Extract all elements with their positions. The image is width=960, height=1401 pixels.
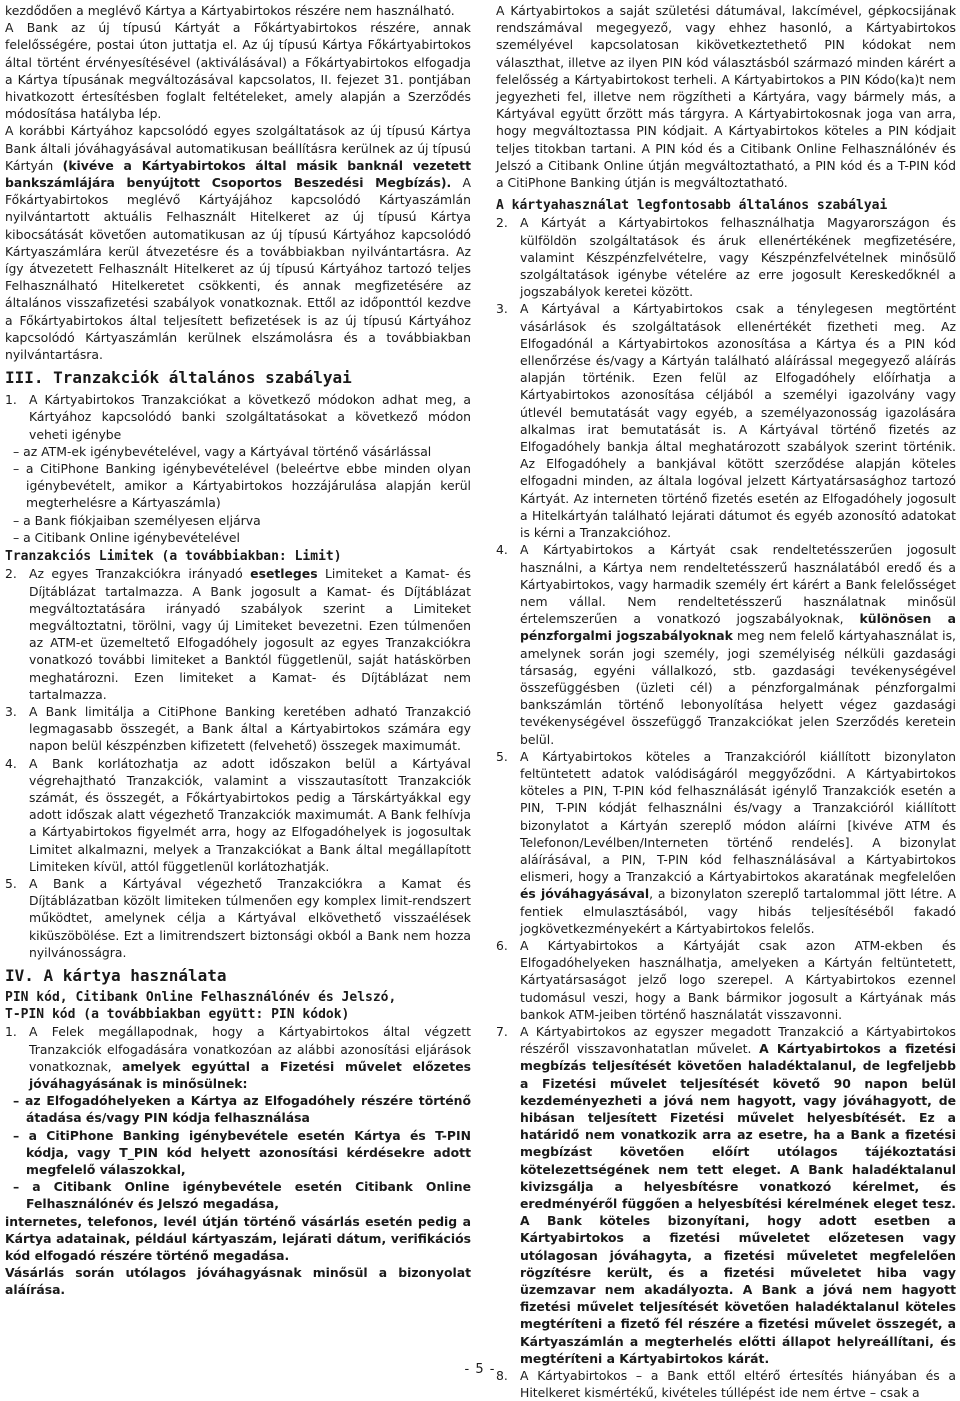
item-text: A Kártyabirtokos köteles a Tranzakcióról kiállított bizonylaton feltüntetett adatok valódiságáról meggyőződni. A Kártyabirtokos köteles a PIN, T-PIN kód felhasználását igénylő Tranzakciók esetén a PIN, T-PIN kódját felhasználni és/vagy a Tranzakcióról kiállított bizonylatot a Kártyán szereplő módon aláírni [kivéve ATM és Telefonon/Levélben/Interneten történő rendelés]. A bizonylat aláírásával, a PIN, T-PIN kód felhasználásával a Kártyabirtokos elismeri, hogy a Tranzakció a Kártyabirtokos akaratának megfelelően és jóváhagyásával, a bizonylaton szereplő tartalommal jött létre. A fentiek elmulasztásából, vagy hibás teljesítéséből fakadó jogkövetkezményekért a Kártyabirtokos felelős. [520, 748, 956, 936]
item-text: A Kártyával a Kártyabirtokos csak a ténylegesen megtörtént vásárlások és szolgáltatások ellenértékét fizetheti meg. Az Elfogadónál a Kártyabirtokos azonosítása a Kártya és a PIN kód ellenőrzése és/vagy a Kártyán található aláírással megegyező aláírás alapján történik. Ezen felül az Elfogadóhely előírhatja a Kártyabirtokos azonosítása céljából a személyi igazolvány vagy útlevél bemutatását vagy egyéb, a személyazonosság igazolására alkalmas irat bemutatását is. A Kártyával történő fizetés az Elfogadóhely bankja által meghatározott szabályok szerint történik. Az Elfogadóhely a bankjával kötött szerződése alapján köteles elfogadni minden, az általa logóval jelzett Kártyatársasághoz tartozó Kártyát. Az interneten történő fizetés esetén az Elfogadóhely jogosult a Hitelkártyán található lejárati dátumot és egyéb azonosító adatokat is kérni a Tranzakcióhoz. [520, 301, 956, 541]
paragraph: Vásárlás során utólagos jóváhagyásnak minősül a bizonyolat aláírása. [5, 1265, 471, 1298]
dash-item: – a Bank fiókjaiban személyesen eljárva [13, 512, 261, 528]
subsection-title: PIN kód, Citibank Online Felhasználónév és Jelszó, [5, 989, 397, 1005]
subsection-title: Tranzakciós Limitek (a továbbiakban: Limit) [5, 549, 342, 565]
item-text: A Kártyabirtokos – a Bank ettől eltérő értesítés hiányában és a Hitelkeret kismértékű, kivételes túllépést ide nem értve – csak a [520, 1368, 956, 1401]
item-number: 2. [5, 566, 17, 582]
item-text: Az egyes Tranzakciókra irányadó esetleges Limiteket a Kamat- és Díjtáblázat tartalmazza. A Bank jogosult a Kamat- és Díjtáblázat megváltoztatására irányadó szabályok szerint a Limiteket megváltoztatni, törölni, vagy új Limiteket bevezetni. Ezen túlmenően az ATM-et üzemeltető Elfogadóhely jogosult az egyes Tranzakciókra vonatkozó további limiteket a Banktól függetlenül, saját hatáskörben meghatározni. Ezen limiteket a Kamat- és Díjtáblázat nem tartalmazza. [29, 566, 471, 702]
item-text: A Kártyabirtokos az egyszer megadott Tranzakció a Kártyabirtokos részéről visszavonhatatlan művelet. A Kártyabirtokos a fizetési megbízás teljesítését követően haladéktalanul, de legfeljebb a Fizetési művelet teljesítését követő 90 napon belül kezdeményezheti a jóvá nem hagyott, vagy jóváhagyott, de hibásan teljesített Fizetési művelet helyesbítését. Ez a határidő nem vonatkozik arra az esetre, ha a Bank a fizetési megbízást követően előírt utólagos tájékoztatási kötelezettségének nem tett eleget. A Bank haladéktalanul kivizsgálja a helyesbítésre vonatkozó kérelmet, és eredményéről függően a helyesbítési kérelmének eleget tesz. A Bank köteles bizonyítani, hogy adott esetben a Kártyabirtokos a fizetési műveletet előzetesen vagy utólagosan jóváhagyta, a fizetési műveletet megfelelően rögzítésre került, és a fizetési műveletet hiba vagy üzemzavar nem akadályozta. A Bank a jóvá nem hagyott fizetési művelet teljesítését követően haladéktalanul köteles megtéríteni a fizető fél részére a fizetési művelet összegét, a Kártyaszámlán a megterhelés előtti állapot helyreállítani, és megtéríteni a Kártyabirtokos kárát. [520, 1023, 956, 1366]
item-number: 4. [496, 542, 508, 558]
page-number: - 5 - [464, 1362, 496, 1377]
list-item [5, 875, 471, 961]
item-number: 5. [5, 875, 17, 891]
item-text: A Bank limitálja a CitiPhone Banking keretében adható Tranzakció legmagasabb összegét, a Bank által a Kártyabirtokos számára egy napon belül készpénzben kifizetett (felvehető) összegek maximumát. [29, 703, 471, 754]
list-item [5, 391, 471, 443]
list-item [496, 1023, 956, 1367]
dash-item: – a Citibank Online igénybevételével [13, 529, 240, 545]
item-number: 2. [496, 215, 508, 231]
left-column [5, 2, 471, 1299]
item-number: 7. [496, 1023, 508, 1039]
list-item [5, 755, 471, 875]
list-item [496, 541, 956, 747]
subsection-title: T-PIN kód (a továbbiakban együtt: PIN kódok) [5, 1007, 350, 1023]
item-text: A Kártyabirtokos a Kártyáját csak azon ATM-ekben és Elfogadóhelyeken használhatja, amelyeken a Kártyán feltüntetett, Kártyatársaságot jelző logo szerepel. A Kártyabirtokos ezennel tudomásul veszi, hogy a Bank bármikor jogosult a Kártyának más bankok ATM-jeiben történő használatát visszavonni. [520, 937, 956, 1022]
item-number: 5. [496, 748, 508, 764]
item-number: 6. [496, 937, 508, 953]
list-item [496, 214, 956, 300]
list-item [5, 703, 471, 755]
item-number: 3. [5, 703, 17, 719]
paragraph: internetes, telefonos, levél útján történő vásárlás esetén pedig a Kártya adatainak, például kártyaszám, lejárati dátum, verifikációs kód elfogadó részére történő megadása. [5, 1213, 471, 1264]
paragraph: A Bank az új típusú Kártyát a Főkártyabirtokos részére, annak felelősségére, postai úton juttatja el. Az új típusú Kártya Főkártyabirtokos által történt érvényesítésével (aktiválásával) a Főkártyabirtokos elfogadja a Kártya típusának megváltozásával kapcsolatos, II. fejezet 31. pontjában hivatkozott értesítésben foglalt feltételeket, amely alapján a Szerződés módosítása hatályba lép. [5, 20, 471, 122]
item-number: 3. [496, 301, 508, 317]
dash-item: – az ATM-ek igénybevételével, vagy a Kártyával történő vásárlással [13, 443, 432, 459]
dash-item: – az Elfogadóhelyeken a Kártya az Elfogadóhely részére történő átadása és/vagy PIN kódja felhasználása [13, 1093, 471, 1126]
item-text: A Kártyabirtokos a Kártyát csak rendeltetésszerűen jogosult használni, a Kártya nem rendeltetésszerű használatából eredő és a Kártyabirtokos, vagy harmadik személy ért kárért a Bank felelősséget nem vállal. Nem rendeltetésszerű használatnak minősül értelemszerűen a vonatkozó jogszabályoknak, különösen a pénzforgalmi jogszabályoknak meg nem felelő kártyahasználat is, amelynek során jogi személy, jogi személyiség nélküli gazdasági társaság, egyéni vállalkozó, stb. gazdasági tevékenységével összefüggésben (üzleti cél) a pénzforgalmának pénzforgalmi bankszámlán történő lebonyolítása helyett végez gazdasági tevékenységével összefüggő Tranzakciókat jelen Szerződés keretein belül. [520, 542, 957, 747]
item-text: A Kártyabirtokos Tranzakciókat a következő módokon adhat meg, a Kártyához kapcsolódó banki szolgáltatásokat a következő módon veheti igénybe [29, 392, 471, 442]
list-item [496, 937, 956, 1023]
item-text: A Bank a Kártyával végezhető Tranzakciókra a Kamat és Díjtáblázatban közölt limiteken túlmenően egy komplex limit-rendszert működtet, amelynek célja a Kártyával elkövethető visszaélések kiküszöbölése. Ezt a limitrendszert biztonsági okból a Bank nem hozza nyilvánosságra. [29, 875, 471, 960]
paragraph: A Kártyabirtokos a saját születési dátumával, lakcímével, gépkocsijának rendszámával megegyező, vagy ehhez hasonló, a Kártyabirtokos személyével kapcsolatosan kikövetkeztethető PIN kódokat nem választhat, illetve az ilyen PIN kód választásból származó minden kárért a felelősség a Kártyabirtokost terheli. A Kártyabirtokos a PIN Kódo(ka)t nem jegyezheti fel, illetve nem rögzítheti a Kártyára, vagy bármely más, a Kártyával együtt őrzött más tárgyra. A Kártyabirtokosnak joga van arra, hogy megváltoztassa PIN kódjait. A Kártyabirtokos köteles a PIN kódjait teljes titokban tartani. A PIN kód és a Citibank Online Felhasználónév és Jelszó a Citibank Online útján megváltoztatható, a PIN kód és a T-PIN kód a CitiPhone Banking útján is megváltoztatható. [496, 3, 956, 191]
section-title: IV. A kártya használata [5, 965, 227, 985]
item-number: 4. [5, 755, 17, 771]
section-title: III. Tranzakciók általános szabályai [5, 368, 352, 388]
list-item [496, 300, 956, 541]
item-number: 1. [5, 1024, 17, 1040]
list-item [496, 748, 956, 937]
paragraph: kezdődően a meglévő Kártya a Kártyabirtokos részére nem használható. [5, 3, 455, 18]
list-item [5, 1023, 471, 1092]
paragraph: A korábbi Kártyához kapcsolódó egyes szolgáltatások az új típusú Kártya Bank általi jóváhagyásával automatikusan beállításra kerülnek az új típusú Kártyán (kivéve a Kártyabirtokos által másik banknál vezetett bankszámlájára benyújtott Csoportos Beszedési Megbízás). A Főkártyabirtokos meglévő Kártyájához kapcsolódó Kártyaszámlán nyilvántartott aktuális Felhasznált Hitelkeret az új típusú Kártya kibocsátását követően automatikusan az új típusú Kártyához kapcsolódó Kártyaszámlára kerül átvezetésre és a továbbiakban nyilvántartásra. Az így átvezetett Felhasznált Hitelkeret az új típusú Kártyához tartozó teljes Felhasználható Hitelkeretet csökkenti, és annak megfizetésére az általános visszafizetési szabályok vonatkoznak. Ettől az időponttól kezdve a Főkártyabirtokos által teljesített befizetések is az új típusú Kártyához kapcsolódó Kártyaszámlán kerülnek elszámolásra és a továbbiakban nyilvántartásra. [5, 123, 471, 363]
subsection-title: A kártyahasználat legfontosabb általános szabályai [496, 198, 888, 214]
item-number: 1. [5, 392, 17, 408]
item-text: A Bank korlátozhatja az adott időszakon belül a Kártyával végrehajtható Tranzakciók, valamint a visszautasított Tranzakciók számát, és összegét, a Főkártyabirtokos pedig a Társkártyákkal egy adott időszak alatt végezhető Tranzakciók maximumát. A Bank felhívja a Kártyabirtokos figyelmét arra, hogy az Elfogadóhelyek is jogosultak Limitet alkalmazni, melyek a Tranzakciókat a Bank által megállapított Limiteken kívül, attól függetlenül korlátozhatják. [29, 755, 471, 874]
right-column [496, 2, 956, 1401]
item-number: 8. [496, 1368, 508, 1384]
item-text: A Felek megállapodnak, hogy a Kártyabirtokos által végzett Tranzakciók elfogadására vonatkozóan az alábbi azonosítási eljárások vonatkoznak, amelyek egyúttal a Fizetési művelet előzetes jóváhagyásának is minősülnek: [29, 1024, 471, 1091]
dash-item: – a CitiPhone Banking igénybevételével (beleértve ebbe minden olyan igénybevételt, amikor a Kártyabirtokos hozzájárulása alapján kerül megterhelésre a Kártyaszámla) [13, 461, 471, 511]
dash-item: – a Citibank Online igénybevétele esetén Citibank Online Felhasználónév és Jelszó megadása, [13, 1179, 471, 1212]
list-item [5, 565, 471, 703]
dash-item: – a CitiPhone Banking igénybevétele esetén Kártya és T-PIN kódja, vagy T_PIN kód helyett azonosítási kérdésekre adott megfelelő válaszokkal, [13, 1127, 471, 1177]
item-text: A Kártyát a Kártyabirtokos felhasználhatja Magyarországon és külföldön szolgáltatások és áruk ellenértékének megfizetésére, valamint Készpénzfelvételre, vagy Készpénzfelvételnek minősülő szolgáltatások igénybe vételére az erre jogosult Kereskedőknél a jogszabályok keretei között. [520, 215, 956, 300]
